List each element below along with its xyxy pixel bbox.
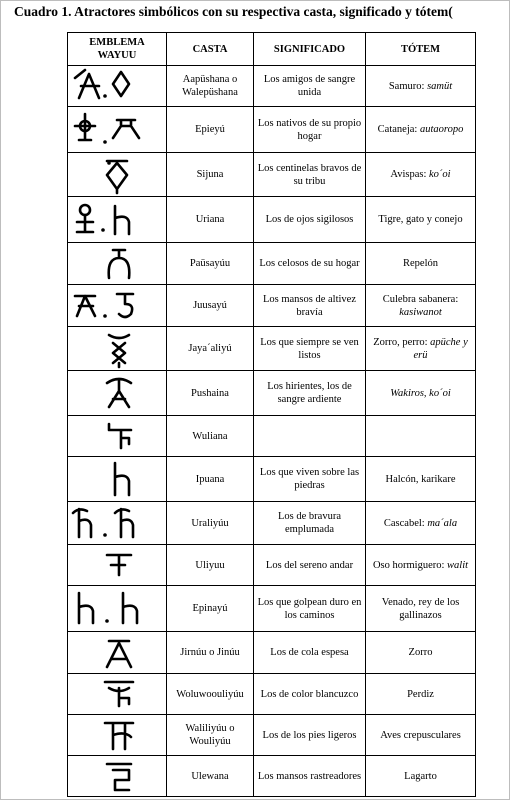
header-totem: TÓTEM [366,33,476,66]
table-row [68,674,476,715]
caste-cell: Epinayú [167,586,254,632]
totem-cell [366,545,476,586]
totem-cell [366,457,476,502]
emblem-cell [68,756,167,797]
emblem-waliliyuu-icon [69,715,165,755]
emblem-uriana-icon [69,200,165,240]
totem-text: Samuro: [388,80,428,92]
totem-native-name: kasiwanot [399,306,442,318]
caste-cell: Juusayú [167,285,254,327]
meaning-cell: Los de ojos sigilosos [254,197,366,243]
table-caption: Cuadro 1. Atractores simbólicos con su respectiva casta, significado y tótem( [14,4,453,19]
emblem-cell [68,243,167,285]
totem-text: Cascabel: [383,517,428,529]
emblem-jirnuu-icon [69,633,165,673]
emblem-cell [68,545,167,586]
emblem-cell [68,197,167,243]
totem-text: Aves crepusculares [380,729,461,741]
table-row [68,243,476,285]
totem-text: Zorro [408,647,433,658]
totem-cell [366,66,476,107]
caste-cell: Epieyú [167,107,254,153]
emblem-cell [68,371,167,416]
meaning-cell: Los que siempre se ven listos [254,327,366,371]
caste-cell: Jirnúu o Jinúu [167,632,254,674]
emblem-juusayu-icon [69,286,165,326]
meaning-cell: Los centinelas bravos de su tribu [254,153,366,197]
caste-cell: Uraliyúu [167,502,254,545]
table-row [68,66,476,107]
emblem-cell [68,457,167,502]
totem-text: Halcón, karikare [385,473,456,485]
caste-cell: Waliliyúu o Wouliyúu [167,715,254,756]
caste-cell: Woluwoouliyúu [167,674,254,715]
totem-text: Repelón [403,258,438,269]
table-row [68,327,476,371]
totem-cell [366,632,476,674]
totem-text: Lagarto [404,770,437,782]
table-header-row [68,33,476,66]
caste-cell: Uriana [167,197,254,243]
emblem-jayaaliyu-icon [69,329,165,369]
header-caste: CASTA [167,33,254,66]
totem-cell [366,502,476,545]
emblem-cell [68,285,167,327]
emblem-epieyu-icon [69,110,165,150]
caste-cell: Paüsayúu [167,243,254,285]
table-row [68,756,476,797]
totem-cell [366,285,476,327]
totem-cell [366,674,476,715]
emblem-aapushana-icon [69,66,165,106]
table-row [68,502,476,545]
totem-text: Oso hormiguero: [372,559,448,571]
emblem-pausayuu-icon [69,244,165,284]
emblem-cell [68,502,167,545]
meaning-cell [254,416,366,457]
table-row [68,545,476,586]
caste-cell: Uliyuu [167,545,254,586]
totem-native-name: walit [447,559,469,571]
emblem-woluwoouliyuu-icon [69,674,165,714]
totem-cell [366,715,476,756]
totem-text: Zorro, perro: [373,336,431,348]
totem-text: Avispas: [390,169,430,180]
table-row [68,371,476,416]
caste-cell: Ulewana [167,756,254,797]
totem-native-name: ko´oi [429,169,451,180]
caste-cell: Pushaina [167,371,254,416]
table-row [68,632,476,674]
totem-text: Cataneja: [377,124,420,135]
caste-cell: Jaya´aliyú [167,327,254,371]
totem-cell [366,371,476,416]
meaning-cell: Los de color blancuzco [254,674,366,715]
table-row [68,586,476,632]
meaning-cell: Los que golpean duro en los caminos [254,586,366,632]
totem-cell [366,327,476,371]
totem-cell [366,756,476,797]
emblem-cell [68,416,167,457]
meaning-cell: Los hirientes, los de sangre ardiente [254,371,366,416]
caste-cell: Aapüshana o Walepüshana [167,66,254,107]
emblem-epinayu-icon [69,589,165,629]
meaning-cell: Los nativos de su propio hogar [254,107,366,153]
emblem-cell [68,153,167,197]
table-row [68,416,476,457]
totem-text: Culebra sabanera: [382,293,459,305]
table-row [68,197,476,243]
totem-native-name: apüche y erü [413,336,468,361]
totem-native-name: autaoropo [419,124,464,135]
emblem-wuliana-icon [69,416,165,456]
meaning-cell: Los mansos rastreadores [254,756,366,797]
meaning-cell: Los que viven sobre las piedras [254,457,366,502]
emblem-cell [68,674,167,715]
totem-cell [366,416,476,457]
meaning-cell: Los de bravura emplumada [254,502,366,545]
emblem-uraliyuu-icon [69,503,165,543]
emblem-cell [68,107,167,153]
totem-cell [366,107,476,153]
emblem-cell [68,715,167,756]
meaning-cell: Los celosos de su hogar [254,243,366,285]
emblem-cell [68,586,167,632]
emblem-ipuana-icon [69,459,165,499]
table-row [68,457,476,502]
table-row [68,285,476,327]
table-row [68,107,476,153]
emblem-pushaina-icon [69,373,165,413]
meaning-cell: Los mansos de altivez bravía [254,285,366,327]
caste-cell: Wuliana [167,416,254,457]
castes-table [67,32,476,797]
header-emblem: EMBLEMA WAYUU [68,33,167,66]
header-meaning: SIGNIFICADO [254,33,366,66]
caste-cell: Sijuna [167,153,254,197]
totem-cell [366,586,476,632]
totem-native-name: ma´ala [427,517,458,529]
meaning-cell: Los de los pies ligeros [254,715,366,756]
emblem-sijuna-icon [69,155,165,195]
totem-cell [366,243,476,285]
table-row [68,715,476,756]
meaning-cell: Los del sereno andar [254,545,366,586]
totem-text: Tigre, gato y conejo [378,214,463,225]
totem-text: Venado, rey de los gallinazos [381,596,460,621]
emblem-ulewana-icon [69,756,165,796]
totem-cell [366,197,476,243]
meaning-cell: Los amigos de sangre unida [254,66,366,107]
emblem-cell [68,66,167,107]
caste-cell: Ipuana [167,457,254,502]
table-row [68,153,476,197]
totem-text: Perdiz [407,688,434,700]
totem-native-name: Wakiros, ko´oi [390,387,451,399]
meaning-cell: Los de cola espesa [254,632,366,674]
totem-native-name: samüt [427,80,453,92]
emblem-cell [68,632,167,674]
emblem-cell [68,327,167,371]
emblem-uliyuu-icon [69,545,165,585]
totem-cell [366,153,476,197]
